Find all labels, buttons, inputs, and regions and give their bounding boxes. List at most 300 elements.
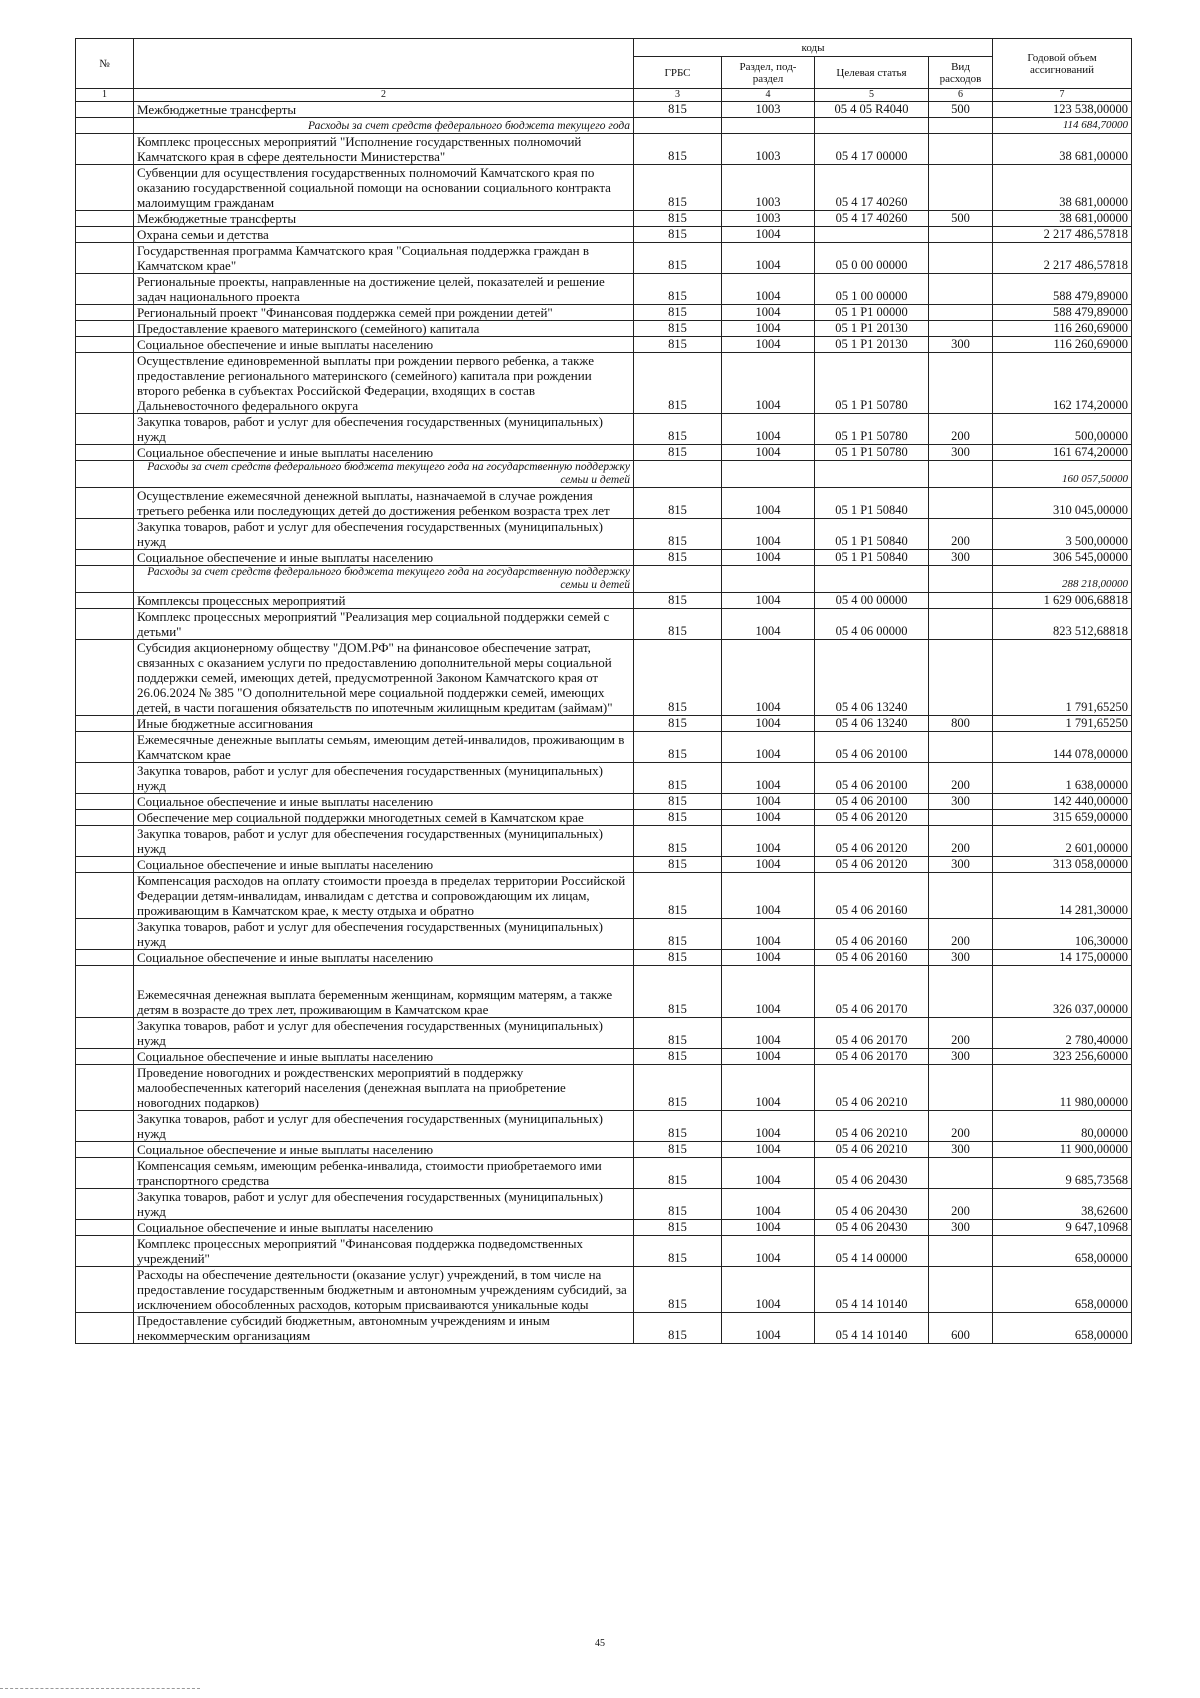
row-amount: 306 545,00000 bbox=[993, 550, 1132, 566]
row-kind bbox=[929, 461, 993, 488]
row-name: Социальное обеспечение и иные выплаты населению bbox=[134, 857, 634, 873]
row-grbs: 815 bbox=[634, 966, 722, 1018]
row-name: Социальное обеспечение и иные выплаты населению bbox=[134, 445, 634, 461]
row-target: 05 4 06 20120 bbox=[815, 810, 929, 826]
row-name: Проведение новогодних и рождественских мероприятий в поддержку малообеспеченных категорий населения (денежная выплата на приобретение новогодних подарков) bbox=[134, 1065, 634, 1111]
row-target: 05 4 06 20120 bbox=[815, 857, 929, 873]
row-name: Закупка товаров, работ и услуг для обеспечения государственных (муниципальных) нужд bbox=[134, 919, 634, 950]
row-name: Иные бюджетные ассигнования bbox=[134, 716, 634, 732]
table-row bbox=[76, 732, 1132, 763]
row-name: Социальное обеспечение и иные выплаты населению bbox=[134, 1220, 634, 1236]
row-amount: 326 037,00000 bbox=[993, 966, 1132, 1018]
row-grbs bbox=[634, 118, 722, 134]
row-amount: 288 218,00000 bbox=[993, 566, 1132, 593]
row-section: 1004 bbox=[722, 732, 815, 763]
row-kind bbox=[929, 118, 993, 134]
row-grbs bbox=[634, 461, 722, 488]
table-row bbox=[76, 1111, 1132, 1142]
row-amount: 114 684,70000 bbox=[993, 118, 1132, 134]
table-row bbox=[76, 488, 1132, 519]
row-kind bbox=[929, 305, 993, 321]
row-amount: 313 058,00000 bbox=[993, 857, 1132, 873]
row-kind: 200 bbox=[929, 414, 993, 445]
row-amount: 11 980,00000 bbox=[993, 1065, 1132, 1111]
row-number bbox=[76, 488, 134, 519]
row-section: 1004 bbox=[722, 321, 815, 337]
row-name: Расходы на обеспечение деятельности (оказание услуг) учреждений, в том числе на предоставление государственным бюджетным и автономным учреждениям субсидий, за исключением обособленных расходов, которым присваиваются уникальные коды bbox=[134, 1267, 634, 1313]
row-kind: 300 bbox=[929, 550, 993, 566]
row-grbs: 815 bbox=[634, 873, 722, 919]
row-target: 05 4 06 20170 bbox=[815, 966, 929, 1018]
row-target: 05 4 00 00000 bbox=[815, 593, 929, 609]
row-number bbox=[76, 1158, 134, 1189]
row-kind bbox=[929, 810, 993, 826]
row-grbs: 815 bbox=[634, 337, 722, 353]
table-row bbox=[76, 1267, 1132, 1313]
row-name: Закупка товаров, работ и услуг для обеспечения государственных (муниципальных) нужд bbox=[134, 519, 634, 550]
table-row bbox=[76, 810, 1132, 826]
row-kind: 300 bbox=[929, 1220, 993, 1236]
row-number bbox=[76, 593, 134, 609]
row-number bbox=[76, 211, 134, 227]
row-amount: 588 479,89000 bbox=[993, 305, 1132, 321]
row-number bbox=[76, 1267, 134, 1313]
row-kind bbox=[929, 566, 993, 593]
row-grbs: 815 bbox=[634, 1158, 722, 1189]
table-row bbox=[76, 826, 1132, 857]
row-target: 05 4 14 10140 bbox=[815, 1313, 929, 1344]
row-section: 1004 bbox=[722, 857, 815, 873]
row-name: Закупка товаров, работ и услуг для обеспечения государственных (муниципальных) нужд bbox=[134, 1018, 634, 1049]
row-name: Социальное обеспечение и иные выплаты населению bbox=[134, 1142, 634, 1158]
row-target: 05 1 P1 20130 bbox=[815, 337, 929, 353]
row-name: Ежемесячная денежная выплата беременным женщинам, кормящим матерям, а также детям в возрасте до трех лет, проживающим в Камчатском крае bbox=[134, 966, 634, 1018]
row-grbs: 815 bbox=[634, 1111, 722, 1142]
row-grbs: 815 bbox=[634, 134, 722, 165]
row-name: Социальное обеспечение и иные выплаты населению bbox=[134, 950, 634, 966]
row-amount: 161 674,20000 bbox=[993, 445, 1132, 461]
row-kind bbox=[929, 353, 993, 414]
row-section: 1004 bbox=[722, 550, 815, 566]
row-number bbox=[76, 274, 134, 305]
row-number bbox=[76, 732, 134, 763]
row-amount: 38 681,00000 bbox=[993, 165, 1132, 211]
row-target bbox=[815, 227, 929, 243]
row-target: 05 1 P1 50780 bbox=[815, 445, 929, 461]
row-name: Комплексы процессных мероприятий bbox=[134, 593, 634, 609]
row-grbs: 815 bbox=[634, 227, 722, 243]
row-name: Государственная программа Камчатского края "Социальная поддержка граждан в Камчатском крае" bbox=[134, 243, 634, 274]
row-grbs: 815 bbox=[634, 445, 722, 461]
row-name: Региональные проекты, направленные на достижение целей, показателей и решение задач национального проекта bbox=[134, 274, 634, 305]
row-grbs: 815 bbox=[634, 1267, 722, 1313]
table-row bbox=[76, 857, 1132, 873]
row-name: Расходы за счет средств федерального бюджета текущего года на государственную поддержку семьи и детей bbox=[134, 461, 634, 488]
row-number bbox=[76, 305, 134, 321]
row-grbs: 815 bbox=[634, 274, 722, 305]
row-grbs: 815 bbox=[634, 305, 722, 321]
row-amount: 9 647,10968 bbox=[993, 1220, 1132, 1236]
row-section: 1004 bbox=[722, 1267, 815, 1313]
row-amount: 1 791,65250 bbox=[993, 716, 1132, 732]
row-section: 1004 bbox=[722, 919, 815, 950]
row-section: 1004 bbox=[722, 1313, 815, 1344]
row-kind: 500 bbox=[929, 102, 993, 118]
row-number bbox=[76, 118, 134, 134]
header-index: 7 bbox=[993, 89, 1132, 102]
table-row bbox=[76, 1049, 1132, 1065]
row-target: 05 4 06 20430 bbox=[815, 1158, 929, 1189]
row-section: 1004 bbox=[722, 1220, 815, 1236]
row-name: Субсидия акционерному обществу "ДОМ.РФ" на финансовое обеспечение затрат, связанных с оказанием услуги по предоставлению дополнительной меры социальной поддержки семей, имеющих детей, предусмотренной Законом Камчатского края от 26.06.2024 № 385 "О дополнительной мере социальной поддержки семей, имеющих детей, в части погашения обязательств по ипотечным жилищным кредитам (займам)" bbox=[134, 640, 634, 716]
row-kind: 600 bbox=[929, 1313, 993, 1344]
row-target: 05 0 00 00000 bbox=[815, 243, 929, 274]
row-grbs: 815 bbox=[634, 211, 722, 227]
header-number: № bbox=[76, 39, 134, 89]
row-amount: 658,00000 bbox=[993, 1236, 1132, 1267]
header-name bbox=[134, 39, 634, 89]
row-grbs: 815 bbox=[634, 1189, 722, 1220]
row-kind: 200 bbox=[929, 1189, 993, 1220]
row-kind bbox=[929, 165, 993, 211]
row-number bbox=[76, 243, 134, 274]
row-section: 1004 bbox=[722, 1236, 815, 1267]
row-name: Социальное обеспечение и иные выплаты населению bbox=[134, 1049, 634, 1065]
row-target: 05 4 06 20430 bbox=[815, 1220, 929, 1236]
header-index: 6 bbox=[929, 89, 993, 102]
table-note-row bbox=[76, 461, 1132, 488]
row-kind: 200 bbox=[929, 919, 993, 950]
row-name: Социальное обеспечение и иные выплаты населению bbox=[134, 550, 634, 566]
header-kind: Вид расходов bbox=[929, 57, 993, 89]
row-target: 05 4 06 20100 bbox=[815, 763, 929, 794]
row-amount: 11 900,00000 bbox=[993, 1142, 1132, 1158]
row-amount: 2 601,00000 bbox=[993, 826, 1132, 857]
row-grbs: 815 bbox=[634, 609, 722, 640]
row-amount: 38 681,00000 bbox=[993, 211, 1132, 227]
row-name: Обеспечение мер социальной поддержки многодетных семей в Камчатском крае bbox=[134, 810, 634, 826]
header-amount: Годовой объем ассигнований bbox=[993, 39, 1132, 89]
scan-edge-line bbox=[0, 1688, 200, 1689]
row-grbs: 815 bbox=[634, 550, 722, 566]
row-grbs: 815 bbox=[634, 732, 722, 763]
row-kind: 300 bbox=[929, 337, 993, 353]
table-row bbox=[76, 794, 1132, 810]
table-row bbox=[76, 1189, 1132, 1220]
row-kind: 200 bbox=[929, 826, 993, 857]
row-name: Закупка товаров, работ и услуг для обеспечения государственных (муниципальных) нужд bbox=[134, 1189, 634, 1220]
table-row bbox=[76, 165, 1132, 211]
row-name: Расходы за счет средств федерального бюджета текущего года bbox=[134, 118, 634, 134]
row-name: Компенсация расходов на оплату стоимости проезда в пределах территории Российской Федерации детям-инвалидам, инвалидам с детства и сопровождающим их лицам, проживающим в Камчатском крае, к месту отдыха и обратно bbox=[134, 873, 634, 919]
row-section: 1004 bbox=[722, 1065, 815, 1111]
row-target: 05 4 06 20160 bbox=[815, 919, 929, 950]
row-grbs: 815 bbox=[634, 1018, 722, 1049]
row-kind: 300 bbox=[929, 794, 993, 810]
row-section: 1004 bbox=[722, 445, 815, 461]
row-amount: 14 281,30000 bbox=[993, 873, 1132, 919]
table-body bbox=[76, 102, 1132, 1344]
row-amount: 1 638,00000 bbox=[993, 763, 1132, 794]
row-section: 1004 bbox=[722, 353, 815, 414]
header-codes: коды bbox=[634, 39, 993, 57]
row-kind: 200 bbox=[929, 519, 993, 550]
row-target: 05 4 06 20160 bbox=[815, 873, 929, 919]
row-kind: 500 bbox=[929, 211, 993, 227]
row-section: 1004 bbox=[722, 1189, 815, 1220]
row-section: 1003 bbox=[722, 165, 815, 211]
row-kind bbox=[929, 593, 993, 609]
row-number bbox=[76, 461, 134, 488]
row-kind: 300 bbox=[929, 1049, 993, 1065]
row-number bbox=[76, 550, 134, 566]
row-number bbox=[76, 102, 134, 118]
row-number bbox=[76, 950, 134, 966]
row-section: 1004 bbox=[722, 1111, 815, 1142]
row-kind bbox=[929, 609, 993, 640]
budget-sheet bbox=[75, 38, 1131, 1344]
row-number bbox=[76, 716, 134, 732]
row-grbs: 815 bbox=[634, 1313, 722, 1344]
table-row bbox=[76, 305, 1132, 321]
row-kind bbox=[929, 227, 993, 243]
row-section: 1003 bbox=[722, 102, 815, 118]
row-section bbox=[722, 566, 815, 593]
table-row bbox=[76, 243, 1132, 274]
row-number bbox=[76, 566, 134, 593]
table-row bbox=[76, 873, 1132, 919]
row-number bbox=[76, 353, 134, 414]
row-name: Расходы за счет средств федерального бюджета текущего года на государственную поддержку семьи и детей bbox=[134, 566, 634, 593]
row-amount: 315 659,00000 bbox=[993, 810, 1132, 826]
row-name: Закупка товаров, работ и услуг для обеспечения государственных (муниципальных) нужд bbox=[134, 826, 634, 857]
row-grbs: 815 bbox=[634, 1049, 722, 1065]
table-note-row bbox=[76, 566, 1132, 593]
row-kind: 200 bbox=[929, 1111, 993, 1142]
table-row bbox=[76, 593, 1132, 609]
row-kind bbox=[929, 1267, 993, 1313]
row-section: 1004 bbox=[722, 810, 815, 826]
row-number bbox=[76, 227, 134, 243]
row-number bbox=[76, 1065, 134, 1111]
row-target bbox=[815, 461, 929, 488]
row-target: 05 4 17 00000 bbox=[815, 134, 929, 165]
table-row bbox=[76, 1018, 1132, 1049]
row-target: 05 4 06 20170 bbox=[815, 1049, 929, 1065]
row-grbs: 815 bbox=[634, 826, 722, 857]
table-row bbox=[76, 1142, 1132, 1158]
row-section: 1004 bbox=[722, 763, 815, 794]
row-grbs: 815 bbox=[634, 1236, 722, 1267]
row-target: 05 1 P1 50840 bbox=[815, 519, 929, 550]
row-amount: 3 500,00000 bbox=[993, 519, 1132, 550]
row-section: 1004 bbox=[722, 519, 815, 550]
table-row bbox=[76, 1220, 1132, 1236]
row-section: 1004 bbox=[722, 274, 815, 305]
row-target: 05 1 P1 20130 bbox=[815, 321, 929, 337]
row-grbs: 815 bbox=[634, 857, 722, 873]
row-section: 1004 bbox=[722, 243, 815, 274]
row-target: 05 4 14 00000 bbox=[815, 1236, 929, 1267]
table-row bbox=[76, 227, 1132, 243]
row-amount: 80,00000 bbox=[993, 1111, 1132, 1142]
row-number bbox=[76, 1189, 134, 1220]
row-kind: 300 bbox=[929, 445, 993, 461]
row-amount: 38,62600 bbox=[993, 1189, 1132, 1220]
row-amount: 658,00000 bbox=[993, 1313, 1132, 1344]
row-name: Закупка товаров, работ и услуг для обеспечения государственных (муниципальных) нужд bbox=[134, 763, 634, 794]
row-kind bbox=[929, 1158, 993, 1189]
row-section bbox=[722, 118, 815, 134]
row-grbs: 815 bbox=[634, 102, 722, 118]
page-number: 45 bbox=[595, 1638, 605, 1649]
row-kind: 300 bbox=[929, 1142, 993, 1158]
row-target: 05 1 P1 50840 bbox=[815, 488, 929, 519]
table-note-row bbox=[76, 118, 1132, 134]
row-amount: 823 512,68818 bbox=[993, 609, 1132, 640]
table-row bbox=[76, 414, 1132, 445]
row-name: Предоставление субсидий бюджетным, автономным учреждениям и иным некоммерческим организациям bbox=[134, 1313, 634, 1344]
table-row bbox=[76, 640, 1132, 716]
table-row bbox=[76, 1313, 1132, 1344]
row-kind bbox=[929, 966, 993, 1018]
row-target: 05 4 17 40260 bbox=[815, 211, 929, 227]
row-name: Ежемесячные денежные выплаты семьям, имеющим детей-инвалидов, проживающим в Камчатском крае bbox=[134, 732, 634, 763]
row-amount: 2 217 486,57818 bbox=[993, 227, 1132, 243]
row-kind bbox=[929, 732, 993, 763]
row-target: 05 1 00 00000 bbox=[815, 274, 929, 305]
row-name: Межбюджетные трансферты bbox=[134, 211, 634, 227]
row-amount: 588 479,89000 bbox=[993, 274, 1132, 305]
row-amount: 14 175,00000 bbox=[993, 950, 1132, 966]
row-section bbox=[722, 461, 815, 488]
row-target bbox=[815, 118, 929, 134]
table-row bbox=[76, 1158, 1132, 1189]
row-target: 05 4 17 40260 bbox=[815, 165, 929, 211]
row-target: 05 4 06 20160 bbox=[815, 950, 929, 966]
row-number bbox=[76, 321, 134, 337]
row-grbs: 815 bbox=[634, 1220, 722, 1236]
row-name: Комплекс процессных мероприятий "Реализация мер социальной поддержки семей с детьми" bbox=[134, 609, 634, 640]
row-target: 05 1 P1 50780 bbox=[815, 353, 929, 414]
table-row bbox=[76, 211, 1132, 227]
row-section: 1004 bbox=[722, 873, 815, 919]
row-target: 05 4 06 00000 bbox=[815, 609, 929, 640]
header-target: Целевая статья bbox=[815, 57, 929, 89]
row-grbs: 815 bbox=[634, 1065, 722, 1111]
row-name: Комплекс процессных мероприятий "Исполнение государственных полномочий Камчатского края в сфере деятельности Министерства" bbox=[134, 134, 634, 165]
row-number bbox=[76, 873, 134, 919]
row-section: 1004 bbox=[722, 488, 815, 519]
row-name: Социальное обеспечение и иные выплаты населению bbox=[134, 337, 634, 353]
header-index: 5 bbox=[815, 89, 929, 102]
row-name: Закупка товаров, работ и услуг для обеспечения государственных (муниципальных) нужд bbox=[134, 414, 634, 445]
row-amount: 2 217 486,57818 bbox=[993, 243, 1132, 274]
row-section: 1004 bbox=[722, 1018, 815, 1049]
row-target: 05 4 06 20120 bbox=[815, 826, 929, 857]
table-row bbox=[76, 134, 1132, 165]
row-section: 1004 bbox=[722, 640, 815, 716]
row-target: 05 4 05 R4040 bbox=[815, 102, 929, 118]
row-grbs: 815 bbox=[634, 763, 722, 794]
table-row bbox=[76, 950, 1132, 966]
row-section: 1004 bbox=[722, 716, 815, 732]
row-target: 05 4 14 10140 bbox=[815, 1267, 929, 1313]
row-number bbox=[76, 609, 134, 640]
row-section: 1003 bbox=[722, 134, 815, 165]
table-row bbox=[76, 353, 1132, 414]
row-grbs: 815 bbox=[634, 794, 722, 810]
row-number bbox=[76, 919, 134, 950]
row-target: 05 4 06 20430 bbox=[815, 1189, 929, 1220]
row-kind: 200 bbox=[929, 1018, 993, 1049]
header-index: 3 bbox=[634, 89, 722, 102]
row-section: 1004 bbox=[722, 305, 815, 321]
row-kind bbox=[929, 488, 993, 519]
row-target: 05 4 06 20210 bbox=[815, 1065, 929, 1111]
row-amount: 38 681,00000 bbox=[993, 134, 1132, 165]
row-number bbox=[76, 519, 134, 550]
row-number bbox=[76, 1049, 134, 1065]
row-number bbox=[76, 337, 134, 353]
row-kind: 300 bbox=[929, 857, 993, 873]
row-number bbox=[76, 414, 134, 445]
row-kind bbox=[929, 274, 993, 305]
row-number bbox=[76, 763, 134, 794]
row-kind: 300 bbox=[929, 950, 993, 966]
row-number bbox=[76, 1018, 134, 1049]
row-target: 05 1 P1 50840 bbox=[815, 550, 929, 566]
header-index: 4 bbox=[722, 89, 815, 102]
row-target: 05 4 06 20100 bbox=[815, 732, 929, 763]
table-row bbox=[76, 609, 1132, 640]
row-name: Осуществление ежемесячной денежной выплаты, назначаемой в случае рождения третьего ребенка или последующих детей до достижения ребенком возраста трех лет bbox=[134, 488, 634, 519]
row-name: Предоставление краевого материнского (семейного) капитала bbox=[134, 321, 634, 337]
row-grbs: 815 bbox=[634, 488, 722, 519]
row-section: 1004 bbox=[722, 1142, 815, 1158]
row-number bbox=[76, 810, 134, 826]
row-section: 1004 bbox=[722, 1158, 815, 1189]
row-section: 1004 bbox=[722, 609, 815, 640]
row-number bbox=[76, 1142, 134, 1158]
row-kind bbox=[929, 873, 993, 919]
row-grbs: 815 bbox=[634, 810, 722, 826]
row-kind bbox=[929, 1236, 993, 1267]
row-target: 05 4 06 13240 bbox=[815, 716, 929, 732]
row-amount: 9 685,73568 bbox=[993, 1158, 1132, 1189]
row-name: Комплекс процессных мероприятий "Финансовая поддержка подведомственных учреждений" bbox=[134, 1236, 634, 1267]
row-name: Социальное обеспечение и иные выплаты населению bbox=[134, 794, 634, 810]
row-grbs: 815 bbox=[634, 243, 722, 274]
row-number bbox=[76, 134, 134, 165]
row-amount: 2 780,40000 bbox=[993, 1018, 1132, 1049]
header-grbs: ГРБС bbox=[634, 57, 722, 89]
row-kind bbox=[929, 321, 993, 337]
table-row bbox=[76, 337, 1132, 353]
budget-table bbox=[75, 38, 1132, 1344]
row-number bbox=[76, 1236, 134, 1267]
row-amount: 162 174,20000 bbox=[993, 353, 1132, 414]
row-number bbox=[76, 1313, 134, 1344]
row-number bbox=[76, 1111, 134, 1142]
row-section: 1003 bbox=[722, 211, 815, 227]
row-target: 05 4 06 13240 bbox=[815, 640, 929, 716]
table-row bbox=[76, 763, 1132, 794]
row-section: 1004 bbox=[722, 414, 815, 445]
table-row bbox=[76, 321, 1132, 337]
table-row bbox=[76, 1065, 1132, 1111]
row-name: Осуществление единовременной выплаты при рождении первого ребенка, а также предоставление регионального материнского (семейного) капитала при рождении второго ребенка в субъектах Российской Федерации, входящих в состав Дальневосточного федерального округа bbox=[134, 353, 634, 414]
